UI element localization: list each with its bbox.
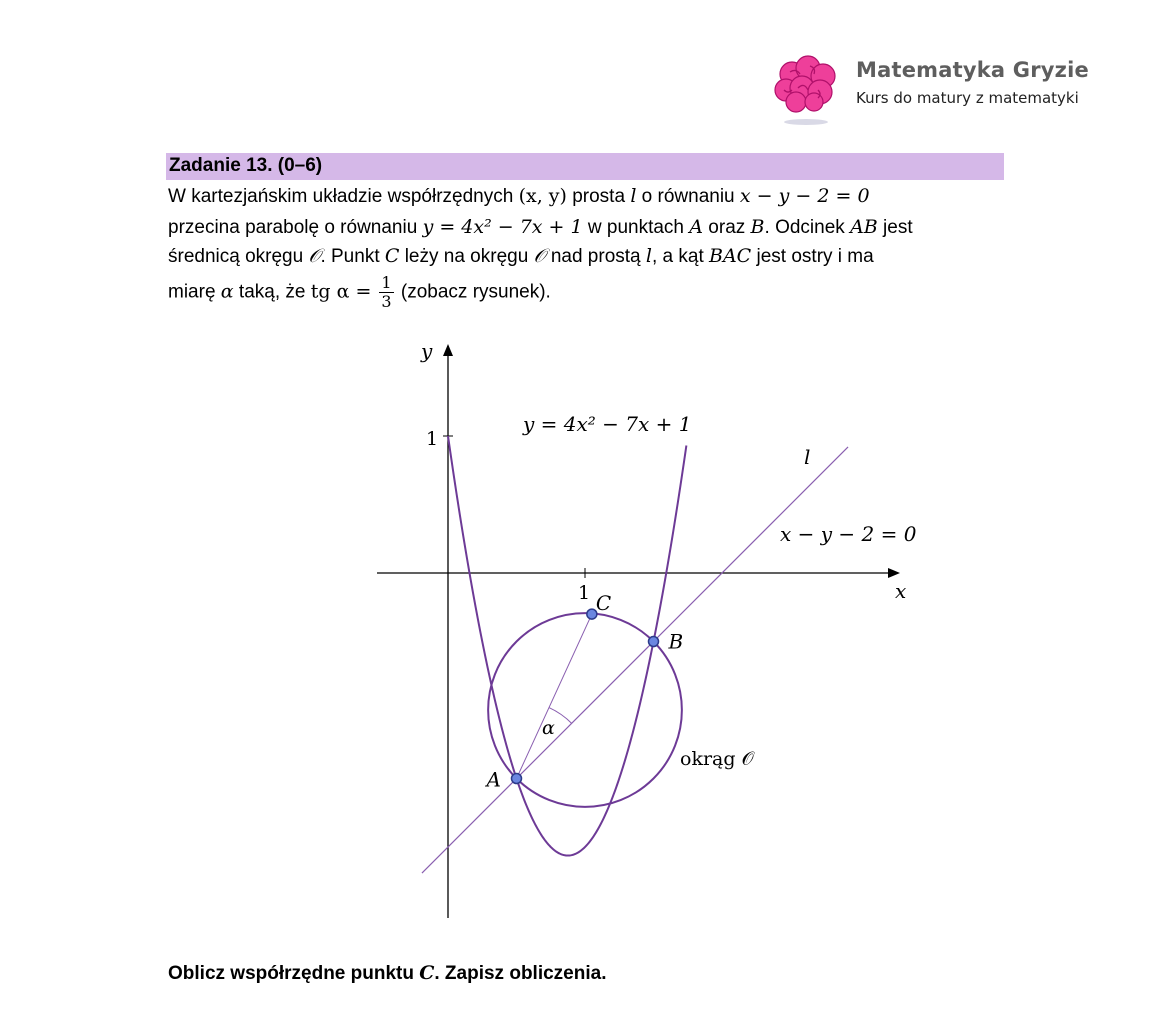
math-AB: AB: [850, 216, 878, 238]
text: prosta: [566, 186, 631, 207]
text: w punktach: [582, 217, 690, 238]
text: oraz: [703, 217, 751, 238]
text: . Zapisz obliczenia.: [434, 963, 607, 984]
text: średnicą okręgu: [168, 246, 309, 267]
text: leży na okręgu: [399, 246, 534, 267]
math-C: C: [419, 962, 435, 984]
task-title: Zadanie 13. (0–6): [169, 155, 323, 176]
math-l: l: [630, 185, 637, 207]
line-l-label: l: [804, 445, 811, 469]
circle-label: okrąg 𝒪: [680, 748, 754, 770]
text: miarę: [168, 281, 221, 303]
math-line-equation: x − y − 2 = 0: [739, 185, 870, 207]
point-c-label: C: [595, 591, 612, 616]
math-O: 𝒪: [533, 245, 546, 267]
fraction-denominator: 3: [381, 292, 392, 311]
text: . Odcinek: [764, 217, 851, 238]
text: taką, że: [233, 281, 311, 303]
point-a-label: A: [486, 767, 501, 792]
angle-alpha-label: α: [542, 717, 555, 739]
math-l: l: [645, 245, 652, 267]
y-axis-label: y: [421, 339, 433, 363]
text: nad prostą: [545, 246, 646, 267]
text: W kartezjańskim układzie współrzędnych: [168, 186, 519, 207]
math-A: A: [689, 216, 704, 238]
point-a: [512, 774, 522, 784]
fraction-numerator: 1: [381, 273, 392, 292]
text: . Punkt: [320, 246, 385, 267]
x-tick-label: 1: [578, 582, 591, 604]
y-tick-label: 1: [426, 428, 439, 450]
math-B: B: [750, 216, 765, 238]
math-parabola: y = 4x² − 7x + 1: [422, 216, 583, 238]
point-b: [649, 637, 659, 647]
line-equation-label: x − y − 2 = 0: [780, 522, 917, 546]
math-xy: (x, y): [518, 185, 567, 207]
task-question: [168, 962, 606, 985]
text: jest ostry i ma: [751, 246, 874, 267]
text: o równaniu: [636, 186, 740, 207]
point-b-label: B: [668, 629, 684, 654]
text: (zobacz rysunek).: [395, 281, 551, 303]
text: przecina parabolę o równaniu: [168, 217, 423, 238]
brand-subtitle: Kurs do matury z matematyki: [856, 89, 1079, 107]
math-BAC: BAC: [709, 245, 752, 267]
math-alpha: α: [220, 280, 234, 303]
math-O: 𝒪: [308, 245, 321, 267]
segment-ac: [517, 614, 592, 778]
parabola-label: y = 4x² − 7x + 1: [523, 412, 692, 436]
math-tg-alpha: tg α =: [310, 280, 378, 303]
text: , a kąt: [651, 246, 709, 267]
text: Oblicz współrzędne punktu: [168, 963, 420, 984]
math-C: C: [384, 245, 400, 267]
brand-title: Matematyka Gryzie: [856, 58, 1089, 82]
text: jest: [877, 217, 913, 238]
x-axis-label: x: [895, 579, 907, 603]
